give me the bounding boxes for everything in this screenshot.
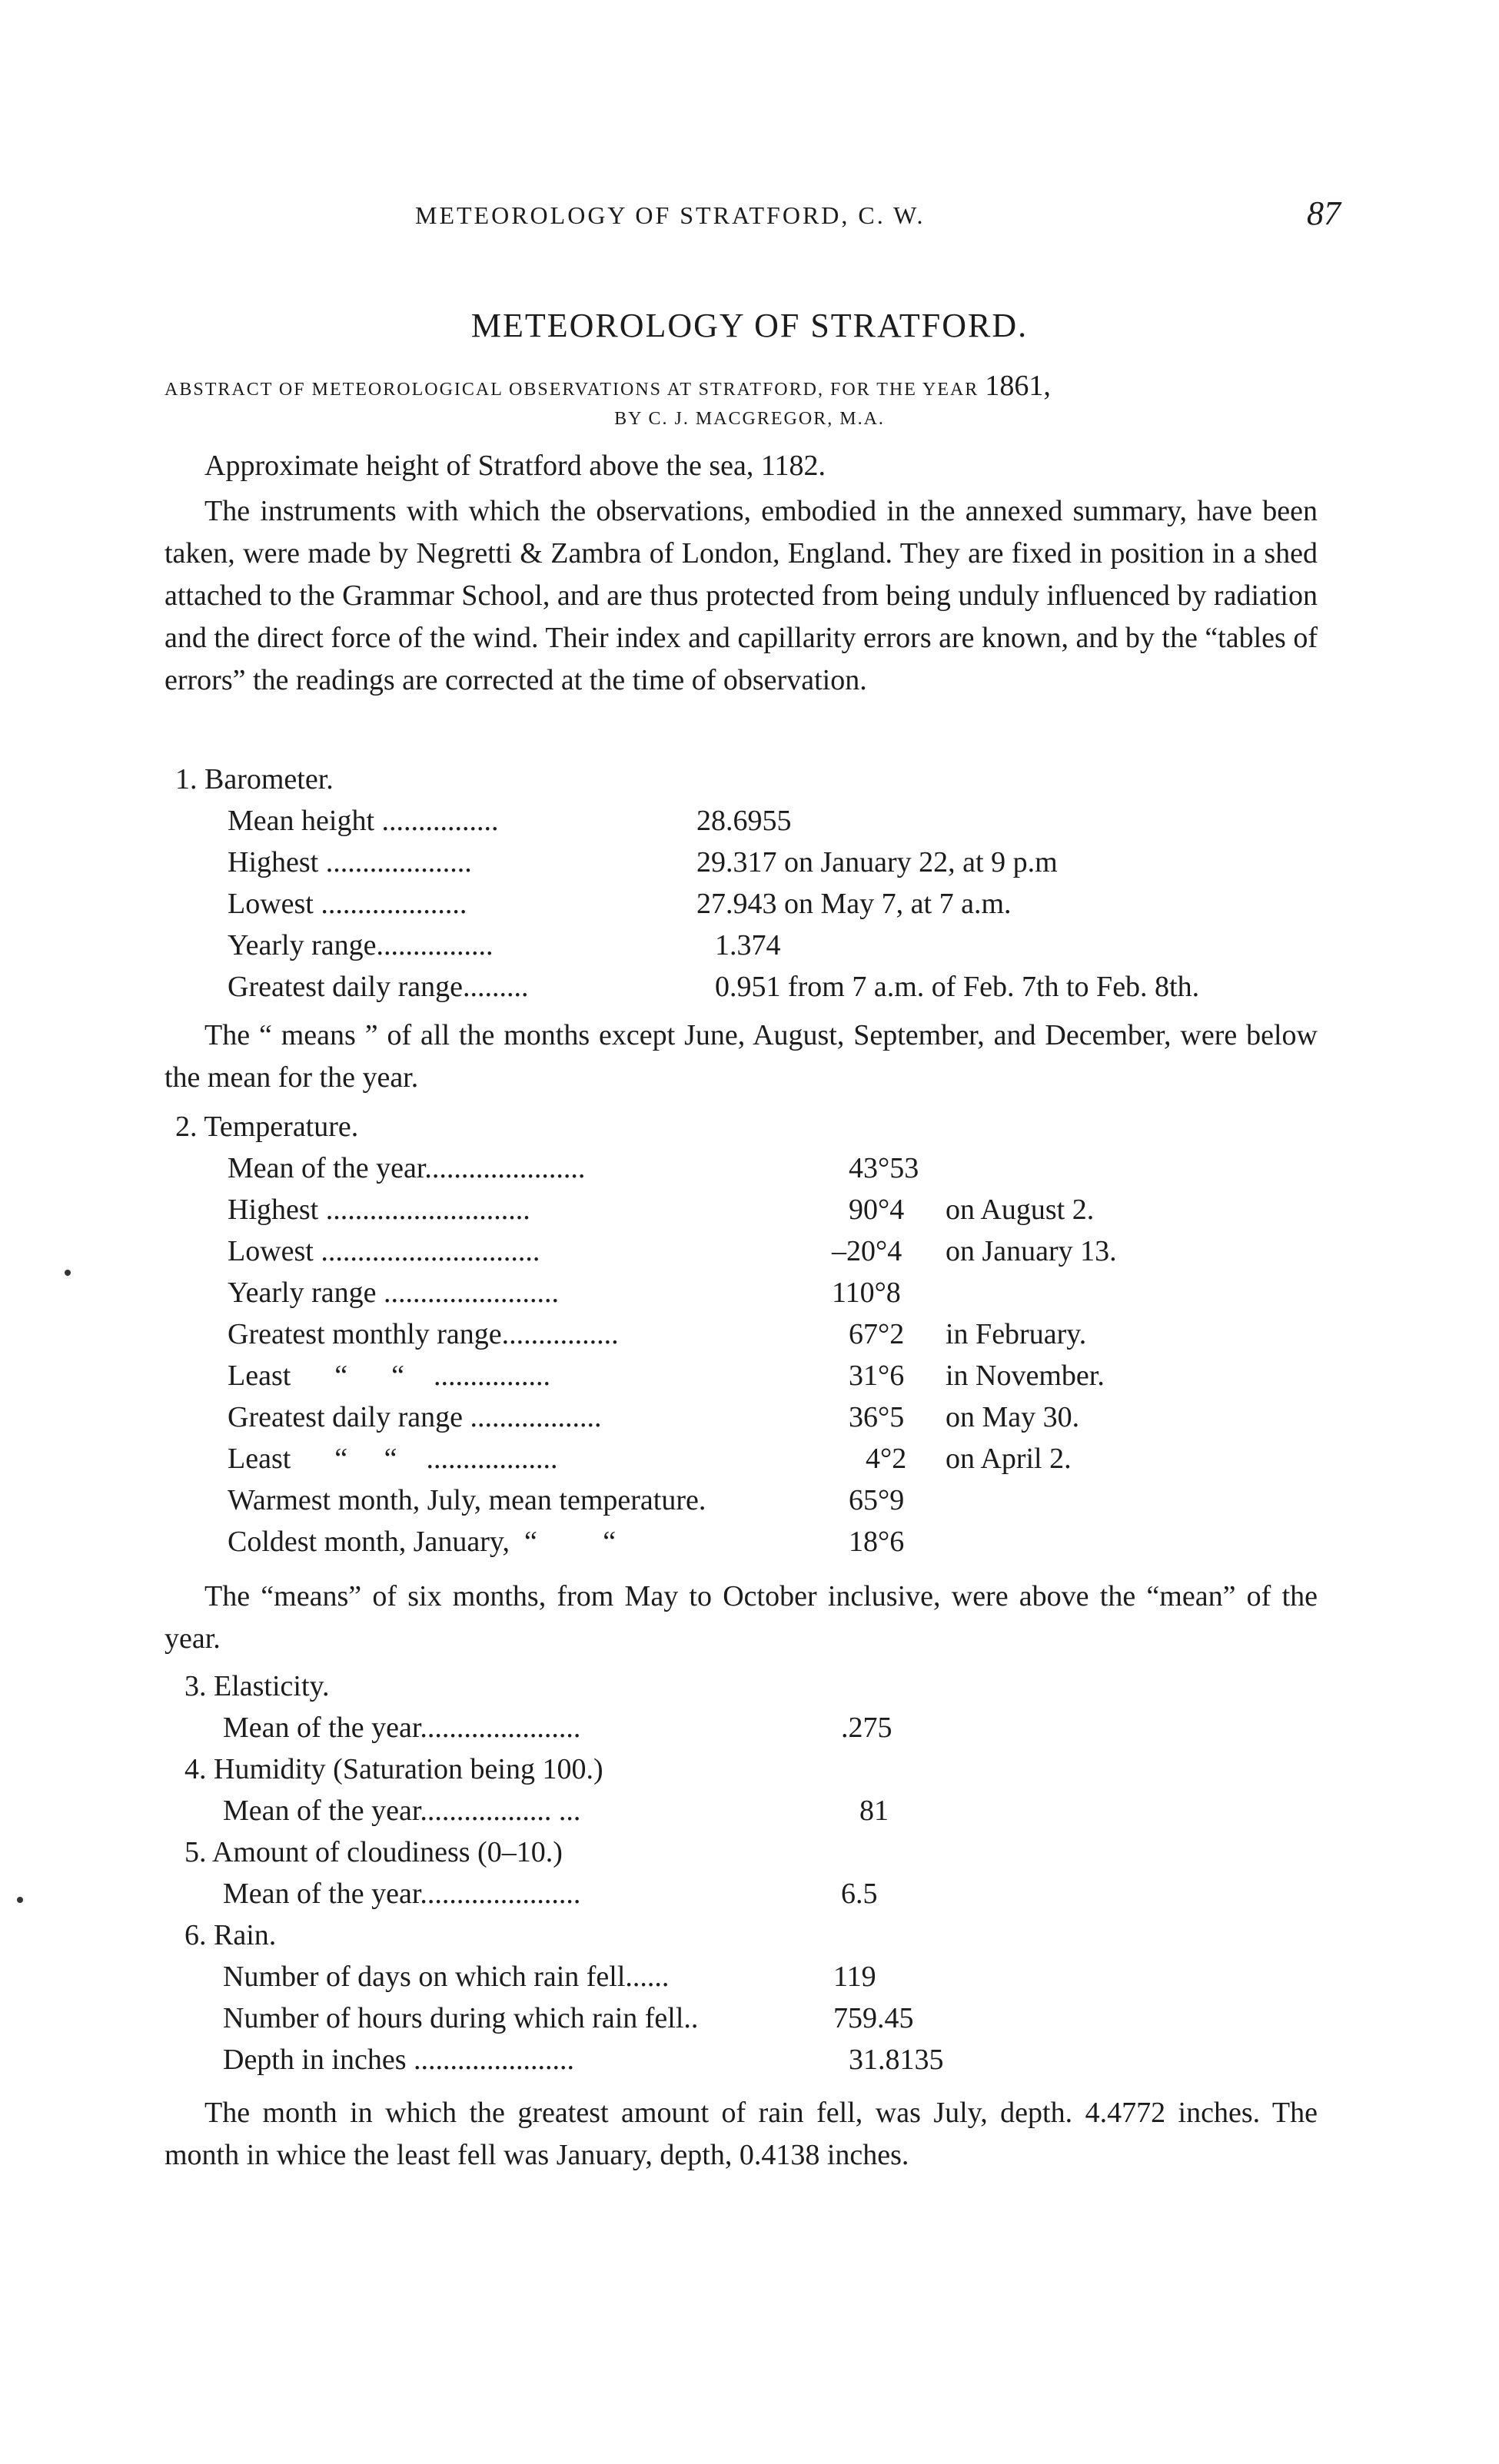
barometer-label: Yearly range................: [228, 929, 494, 961]
barometer-label: Highest ....................: [228, 846, 472, 878]
barometer-value: 0.951 from 7 a.m. of Feb. 7th to Feb. 8th.: [715, 971, 1200, 1003]
rain-label: Number of days on which rain fell......: [223, 1961, 670, 1993]
ink-speck: [65, 1270, 71, 1276]
humidity-value: 81: [859, 1795, 889, 1827]
temperature-value: 43°53: [849, 1152, 919, 1184]
rain-note: The month in which the greatest amount of rain fell, was July, depth. 4.4772 inches. The month in whice the least fell was January, depth, 0.4138 inches.: [165, 2097, 1318, 2171]
rain-value: 759.45: [833, 2002, 914, 2034]
cloudiness-heading: 5. Amount of cloudiness (0–10.): [184, 1836, 563, 1868]
barometer-label: Mean height ................: [228, 805, 499, 837]
page-number: 87: [1307, 194, 1341, 232]
temperature-label: Warmest month, July, mean temperature.: [228, 1484, 706, 1516]
temperature-label: Least “ “ ..................: [228, 1443, 558, 1475]
cloudiness-value: 6.5: [841, 1878, 878, 1910]
cloudiness-label: Mean of the year......................: [223, 1878, 581, 1910]
temperature-label: Coldest month, January, “ “: [228, 1526, 617, 1558]
temperature-heading: 2. Temperature.: [175, 1111, 359, 1143]
rain-value: 31.8135: [849, 2044, 944, 2076]
temperature-value: 67°2: [849, 1318, 905, 1350]
temperature-note: in November.: [946, 1360, 1105, 1392]
temperature-note: on May 30.: [946, 1401, 1080, 1433]
temperature-value: 36°5: [849, 1401, 905, 1433]
temperature-value: 65°9: [849, 1484, 905, 1516]
temperature-label: Yearly range ........................: [228, 1277, 559, 1309]
barometer-heading: 1. Barometer.: [175, 763, 334, 795]
barometer-value: 28.6955: [696, 805, 792, 837]
subtitle-year: 1861,: [985, 370, 1051, 402]
temperature-label: Greatest monthly range................: [228, 1318, 619, 1350]
rain-heading: 6. Rain.: [184, 1919, 277, 1951]
temperature-value: 4°2: [866, 1443, 907, 1475]
elasticity-value: .275: [841, 1712, 892, 1744]
intro-paragraph: The instruments with which the observations, embodied in the annexed summary, have been taken, were made by Negretti & Zambra of London, England. They are fixed in position in a shed attached to the Grammar School, and are thus protected from being unduly influenced by radiation and the direct force of the wind. Their index and capillarity errors are known, and by the “tables of errors” the readings are corrected at the time of observation.: [165, 495, 1318, 696]
barometer-label: Lowest ....................: [228, 888, 467, 920]
temperature-value: 90°4: [849, 1194, 905, 1226]
page-title: METEOROLOGY OF STRATFORD.: [470, 307, 1029, 344]
subtitle-text: ABSTRACT OF METEOROLOGICAL OBSERVATIONS AT STRATFORD, FOR THE YEAR: [165, 380, 979, 400]
barometer-label: Greatest daily range.........: [228, 971, 529, 1003]
barometer-value: 27.943 on May 7, at 7 a.m.: [696, 888, 1012, 920]
temperature-note: in February.: [946, 1318, 1087, 1350]
temperature-label: Lowest ..............................: [228, 1235, 540, 1267]
temperature-value: 18°6: [849, 1526, 905, 1558]
rain-label: Depth in inches ......................: [223, 2044, 575, 2076]
temperature-note: on January 13.: [946, 1235, 1117, 1267]
humidity-heading: 4. Humidity (Saturation being 100.): [184, 1753, 603, 1785]
humidity-label: Mean of the year.................. ...: [223, 1795, 581, 1827]
temperature-note: on August 2.: [946, 1194, 1095, 1226]
subtitle-line-1: [165, 369, 1051, 403]
ink-speck: [17, 1897, 23, 1903]
subtitle-author: BY C. J. MACGREGOR, M.A.: [614, 409, 885, 429]
temperature-note: The “means” of six months, from May to October inclusive, were above the “mean” of the year.: [165, 1580, 1318, 1655]
elasticity-label: Mean of the year......................: [223, 1712, 581, 1744]
elasticity-heading: 3. Elasticity.: [184, 1670, 330, 1702]
temperature-value: 31°6: [849, 1360, 905, 1392]
rain-label: Number of hours during which rain fell..: [223, 2002, 699, 2034]
height-line: Approximate height of Stratford above the sea, 1182.: [204, 450, 826, 482]
temperature-label: Highest ............................: [228, 1194, 530, 1226]
temperature-label: Mean of the year......................: [228, 1152, 586, 1184]
barometer-value: 29.317 on January 22, at 9 p.m: [696, 846, 1058, 878]
temperature-note: on April 2.: [946, 1443, 1072, 1475]
temperature-label: Least “ “ ................: [228, 1360, 551, 1392]
temperature-label: Greatest daily range ..................: [228, 1401, 602, 1433]
running-head: METEOROLOGY OF STRATFORD, C. W.: [415, 201, 926, 229]
barometer-value: 1.374: [715, 929, 781, 961]
barometer-note: The “ means ” of all the months except June, August, September, and December, were below the mean for the year.: [165, 1019, 1318, 1094]
temperature-value: –20°4: [832, 1235, 902, 1267]
rain-value: 119: [833, 1961, 876, 1993]
temperature-value: 110°8: [832, 1277, 901, 1309]
